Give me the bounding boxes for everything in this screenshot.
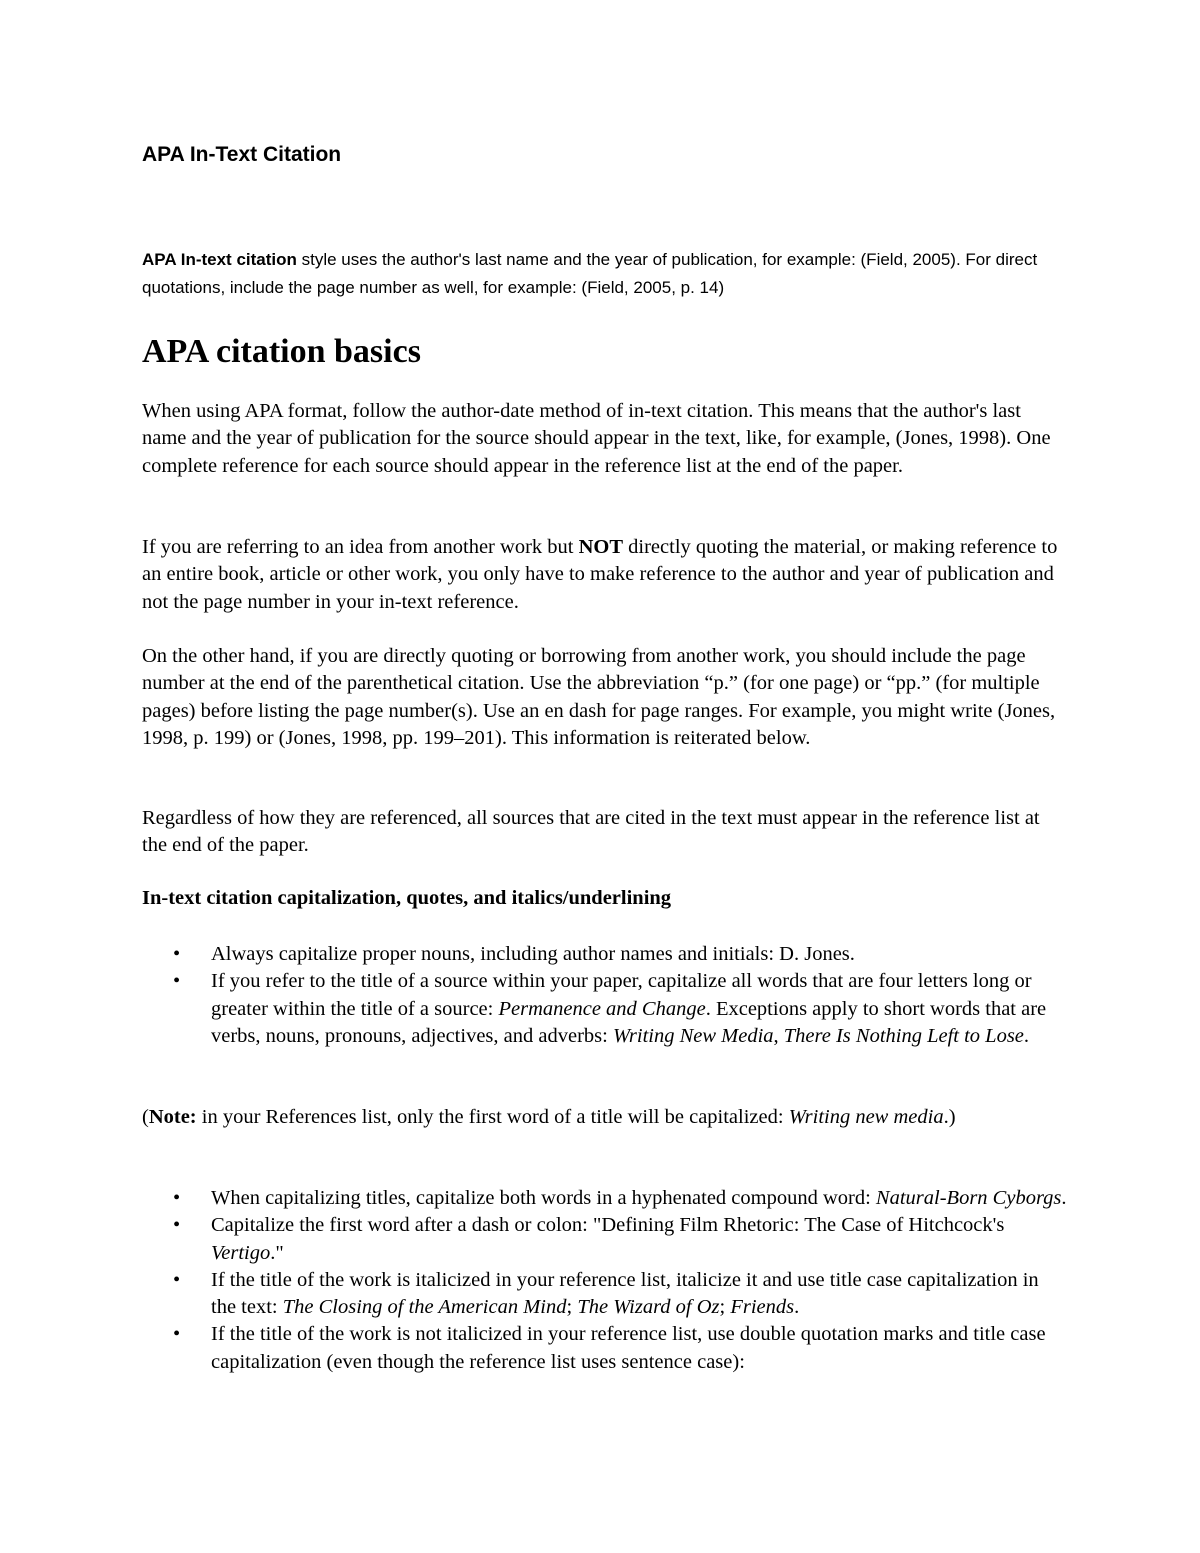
italic-title: Natural-Born Cyborgs [875, 1187, 1062, 1209]
bullet-icon: • [173, 1214, 181, 1237]
list-item [142, 1267, 1067, 1322]
title-rules-list [142, 1185, 1067, 1376]
intro-paragraph [142, 246, 1052, 302]
section-heading: APA citation basics [142, 333, 421, 370]
note-label: Note: [148, 1106, 197, 1128]
bullet-icon: • [173, 1268, 181, 1291]
paragraph-text: directly quoting the material, or making reference to an entire book, article or other work, you only have to make reference to the author and year of publication and not the page number in your in-text reference. [142, 536, 1058, 613]
bullet-icon: • [173, 943, 181, 965]
italic-title: Writing new media [788, 1106, 944, 1128]
paragraph-text: ( [142, 1106, 149, 1128]
list-item-text: . [1061, 1187, 1067, 1209]
list-item-text: If the title of the work is not italicized in your reference list, use double quotation marks and title case capitalization (even though the reference list uses sentence case): [211, 1323, 1046, 1373]
paragraph-author-date: When using APA format, follow the author-date method of in-text citation. This means that the author's last name and the year of publication for the source should appear in the text, like, for example, (Jones, 1998). One complete reference for each source should appear in the reference list at the end of the paper. [142, 400, 1051, 477]
subheading-capitalization: In-text citation capitalization, quotes, and italics/underlining [142, 887, 672, 909]
italic-title: The Closing of the American Mind [282, 1296, 567, 1319]
list-item-text: ; [719, 1296, 731, 1319]
capitalization-list [142, 941, 1067, 1050]
list-item [142, 941, 1067, 968]
paragraph-reference-list: Regardless of how they are referenced, all sources that are cited in the text must appear in the reference list at the end of the paper. [142, 807, 1040, 857]
italic-title: There Is Nothing Left to Lose [783, 1024, 1024, 1047]
list-item-text: If the title of the work is italicized in your reference list, italicize it and use title case capitalization in the text: [211, 1268, 1039, 1319]
italic-title: Vertigo [211, 1241, 271, 1264]
list-item-text: When capitalizing titles, capitalize both words in a hyphenated compound word: [211, 1187, 876, 1209]
list-item-text: . Exceptions apply to short words that are verbs, nouns, pronouns, adjectives, and adverbs: [211, 997, 1047, 1047]
list-item-text: If you refer to the title of a source within your paper, capitalize all words that are four letters long or greater within the title of a source: [211, 970, 1032, 1020]
list-item-text: Capitalize the first word after a dash or colon: "Defining Film Rhetoric: The Case of Hitchcock's [211, 1214, 1005, 1237]
list-item-text: ." [270, 1241, 284, 1264]
list-item-text: . [794, 1296, 800, 1319]
bullet-icon: • [173, 1187, 181, 1209]
paragraph-not-quoting [142, 534, 1067, 616]
paragraph-text: If you are referring to an idea from another work but [142, 536, 579, 558]
italic-title: Writing New Media [612, 1024, 774, 1047]
bullet-icon: • [173, 1323, 181, 1346]
document-title: APA In-Text Citation [142, 143, 342, 166]
note-paragraph [142, 1104, 1067, 1131]
list-item-text: Always capitalize proper nouns, including author names and initials: D. Jones. [211, 943, 855, 965]
list-item [142, 1321, 1067, 1376]
list-item-text: ; [566, 1296, 578, 1319]
list-item [142, 1212, 1067, 1267]
italic-title: Friends [730, 1296, 795, 1319]
italic-title: The Wizard of Oz [577, 1296, 720, 1319]
emphasis-not: NOT [578, 536, 624, 558]
italic-title: Permanence and Change [498, 997, 706, 1020]
list-item [142, 1185, 1067, 1212]
paragraph-text: .) [943, 1106, 956, 1128]
list-item [142, 968, 1067, 1050]
list-item-text: , [773, 1024, 784, 1047]
list-item-text: . [1023, 1024, 1030, 1047]
bullet-icon: • [173, 970, 181, 993]
paragraph-text: in your References list, only the first word of a title will be capitalized: [196, 1106, 789, 1128]
intro-bold-term: APA In-text citation [142, 250, 297, 269]
paragraph-direct-quoting: On the other hand, if you are directly quoting or borrowing from another work, you should include the page number at the end of the parenthetical citation. Use the abbreviation “p.” (for one page) or “pp.” (for multiple pages) before listing the page number(s). Use an en dash for page ranges. For example, you might write (Jones, 1998, p. 199) or (Jones, 1998, pp. 199–201). This information is reiterated below. [142, 645, 1056, 749]
intro-text: style uses the author's last name and the year of publication, for example: (Field, 2005). For direct quotations, include the page number as well, for example: (Field, 2005, p. 14) [142, 250, 1038, 297]
